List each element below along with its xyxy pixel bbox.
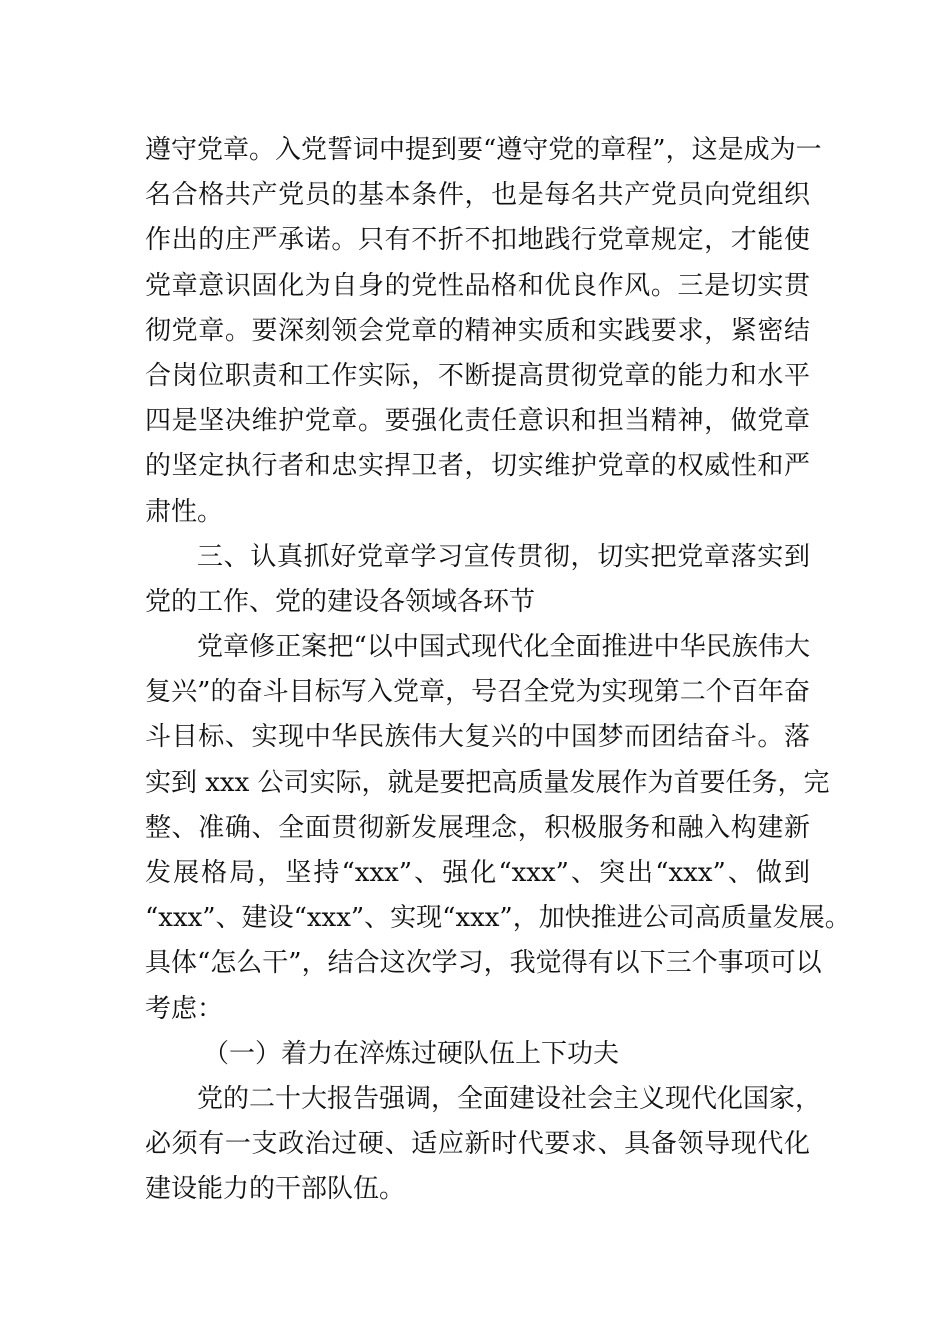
text-line: 实到 xxx 公司实际，就是要把高质量发展作为首要任务，完	[145, 767, 830, 798]
text-line: 建设能力的干部队伍。	[145, 1174, 406, 1205]
text-line: 彻党章。要深刻领会党章的精神实质和实践要求，紧密结	[145, 315, 810, 346]
text-line: 党的二十大报告强调，全面建设社会主义现代化国家，	[197, 1083, 822, 1114]
text-line: 党章修正案把“以中国式现代化全面推进中华民族伟大	[197, 632, 810, 663]
text-line: 党章意识固化为自身的党性品格和优良作风。三是切实贯	[145, 270, 810, 301]
text-line: 肃性。	[145, 496, 224, 527]
subsection-heading: （一）着力在淬炼过硬队伍上下功夫	[203, 1038, 620, 1069]
text-line: “xxx”、建设“xxx”、实现“xxx”，加快推进公司高质量发展。	[145, 903, 851, 934]
text-line: 发展格局，坚持“xxx”、强化“xxx”、突出“xxx”、做到	[145, 858, 810, 888]
text-line: 四是坚决维护党章。要强化责任意识和担当精神，做党章	[145, 406, 810, 437]
document-body	[145, 128, 851, 1213]
text-line: 名合格共产党员的基本条件，也是每名共产党员向党组织	[145, 180, 810, 211]
text-line: 整、准确、全面贯彻新发展理念，积极服务和融入构建新	[145, 812, 810, 843]
text-line: 必须有一支政治过硬、适应新时代要求、具备领导现代化	[145, 1129, 810, 1160]
text-line: 复兴”的奋斗目标写入党章，号召全党为实现第二个百年奋	[145, 677, 810, 708]
section-heading-continued: 党的工作、党的建设各领域各环节	[145, 586, 536, 617]
text-line: 具体“怎么干”，结合这次学习，我觉得有以下三个事项可以	[145, 948, 822, 979]
text-line: 作出的庄严承诺。只有不折不扣地践行党章规定，才能使	[145, 225, 810, 256]
text-line: 的坚定执行者和忠实捍卫者，切实维护党章的权威性和严	[145, 451, 810, 482]
text-line: 遵守党章。入党誓词中提到要“遵守党的章程”，这是成为一	[145, 135, 822, 165]
text-line: 考虑：	[145, 993, 224, 1024]
text-line: 合岗位职责和工作实际，不断提高贯彻党章的能力和水平	[145, 360, 810, 391]
text-line: 斗目标、实现中华民族伟大复兴的中国梦而团结奋斗。落	[145, 722, 810, 753]
section-heading: 三、认真抓好党章学习宣传贯彻，切实把党章落实到	[197, 541, 810, 572]
